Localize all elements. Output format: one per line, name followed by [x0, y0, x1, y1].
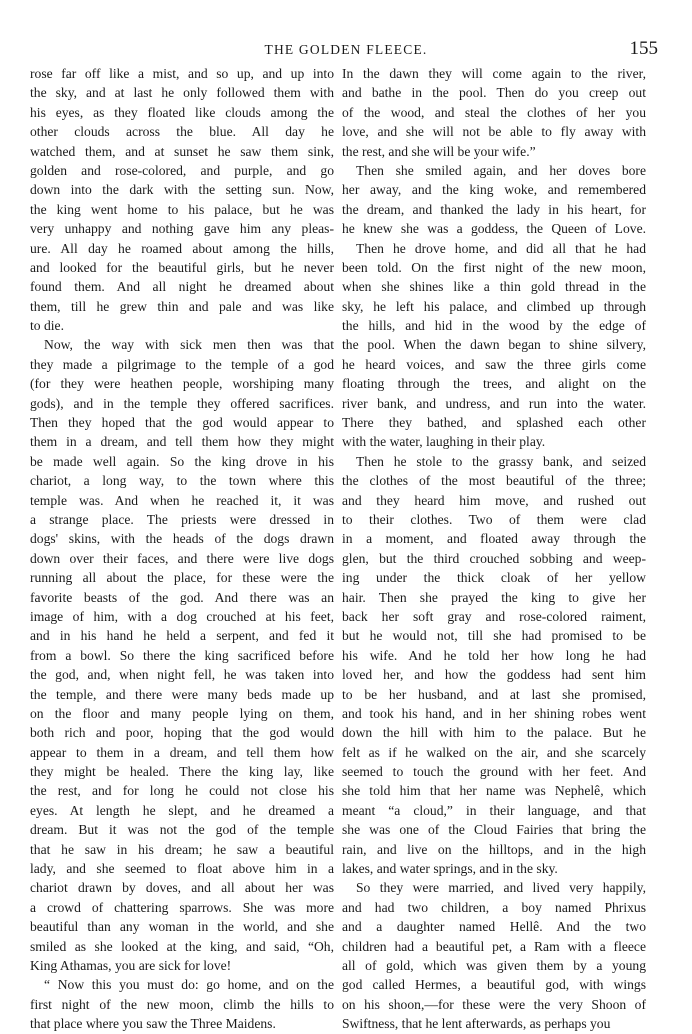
right-column	[342, 64, 646, 1034]
running-title: THE GOLDEN FLEECE.	[264, 42, 428, 57]
text-line: gods), and in the temple they offered sacrifices.	[30, 395, 334, 411]
text-line: that place where you saw the Three Maidens.	[30, 1016, 276, 1032]
text-line: the hills, and hid in the wood by the edge of	[342, 318, 646, 334]
text-line: his wife. And he told her how long he had	[342, 647, 646, 663]
text-line: rose far off like a mist, and so up, and up into	[30, 66, 334, 81]
text-line: the god, and, when night fell, he was taken into	[30, 667, 334, 683]
text-line: back her soft gray and rose-colored raiment,	[342, 608, 646, 624]
text-line: she told him that her name was Nephelê, which	[342, 783, 646, 799]
text-line: down the hill with him to the palace. But he	[342, 725, 646, 741]
text-line: and they heard him move, and rushed out	[342, 492, 646, 508]
text-line: a strange place. The priests were dressed in	[30, 511, 334, 527]
text-line: Then they hoped that the god would appear to	[30, 415, 334, 431]
text-line: Then he drove home, and did all that he had	[356, 240, 646, 256]
text-line: his eyes, as they floated like clouds among the	[30, 104, 334, 120]
text-line: children had a beautiful pet, a Ram with a fleece	[342, 938, 646, 954]
text-line: to be her husband, and at last she promised,	[342, 686, 646, 702]
text-line: on the floor and many people lying on them,	[30, 705, 334, 721]
text-line: love, and she will not be able to fly away with	[342, 124, 646, 140]
text-line: she was one of the Cloud Fairies that bring the	[342, 822, 646, 838]
text-line: when she shines like a thin gold thread in the	[342, 279, 646, 295]
text-line: seemed to touch the ground with her feet. And	[342, 764, 646, 780]
text-line: chariot drawn by doves, and all about her was	[30, 880, 334, 896]
text-line: meant “a cloud,” in their language, and that	[342, 802, 646, 818]
text-line: them, till he grew thin and pale and was like	[30, 298, 334, 314]
text-line: the pool. When the dawn began to shine silvery,	[342, 337, 646, 353]
text-line: in a moment, and floated away through the	[342, 531, 646, 547]
text-line: running all about the place, for these were the	[30, 570, 334, 586]
text-line: sky, he left his palace, and climbed up through	[342, 298, 646, 314]
text-line: So they were married, and lived very happily,	[356, 880, 646, 896]
text-line: felt as if he walked on the air, and she scarcely	[342, 744, 646, 760]
text-line: eyes. At length he slept, and he dreamed a	[30, 802, 334, 818]
text-line: the clothes of the most beautiful of the three;	[342, 473, 646, 489]
text-line: to their clothes. Two of them were clad	[342, 511, 646, 527]
text-line: watched them, and at sunset he saw them sink,	[30, 143, 334, 159]
text-line: (for they were heathen people, worshiping many	[30, 376, 334, 392]
text-line: a crowd of chattering sparrows. She was more	[30, 899, 334, 915]
text-line: on his shoon,—for these were the very Shoon of	[342, 996, 646, 1012]
text-line: he knew she was a goddess, the Queen of Love.	[342, 221, 646, 237]
page-number: 155	[629, 38, 658, 59]
text-line: and a daughter named Hellê. And the two	[342, 919, 646, 935]
text-line: all of gold, which was given them by a young	[342, 957, 646, 973]
text-line: ure. All day he roamed about among the hills,	[30, 240, 334, 256]
text-line: lady, and she seemed to float above him in a	[30, 861, 334, 877]
text-line: Then he stole to the grassy bank, and seized	[356, 453, 646, 469]
text-line: be made well again. So the king drove in his	[30, 453, 334, 469]
text-line: and bathe in the pool. Then do you creep out	[342, 85, 646, 101]
text-line: they might be healed. There the king lay, like	[30, 764, 334, 780]
text-line: but he would not, till she had promised to be	[342, 628, 646, 644]
text-line: been told. On the first night of the new moon,	[342, 259, 646, 275]
text-line: from a bowl. So there the king sacrificed before	[30, 647, 334, 663]
text-line: beautiful than any woman in the world, and she	[30, 919, 334, 935]
text-line: the sky, and at last he only followed them with	[30, 85, 334, 101]
text-line: image of him, with a dog crouched at his feet,	[30, 608, 334, 624]
text-line: down over their faces, and there were live dogs	[30, 550, 334, 566]
text-line: dogs' skins, with the heads of the dogs drawn	[30, 531, 334, 547]
text-line: that he saw in his dream; he saw a beautiful	[30, 841, 334, 857]
text-line: them in a dream, and tell them how they might	[30, 434, 334, 450]
text-line: “ Now this you must do: go home, and on the	[44, 977, 334, 993]
text-line: the temple, and there were many beds made up	[30, 686, 334, 702]
text-line: appear to them in a dream, and tell them how	[30, 744, 334, 760]
text-line: favorite beasts of the god. And there was an	[30, 589, 334, 605]
text-line: floating through the trees, and alight on the	[342, 376, 646, 392]
text-line: In the dawn they will come again to the river,	[342, 66, 646, 81]
running-head	[0, 38, 692, 62]
text-line: the rest, and she will be your wife.”	[342, 143, 536, 159]
text-line: river bank, and undress, and run into the water.	[342, 395, 646, 411]
text-line: the rest, and for long he could not close his	[30, 783, 334, 799]
left-column	[30, 64, 334, 1034]
text-line: chariot, a long way, to the town where this	[30, 473, 334, 489]
text-line: found them. And all night he dreamed about	[30, 279, 334, 295]
text-line: god called Hermes, a beautiful god, with wings	[342, 977, 646, 993]
text-line: There they bathed, and splashed each other	[342, 415, 646, 431]
text-line: they made a pilgrimage to the temple of a god	[30, 356, 334, 372]
text-line: first night of the new moon, climb the hills to	[30, 996, 334, 1012]
text-line: very unhappy and nothing gave him any pleas-	[30, 221, 334, 237]
text-line: lakes, and water springs, and in the sky.	[342, 861, 558, 877]
text-line: Swiftness, that he lent afterwards, as perhaps you	[342, 1016, 611, 1032]
text-line: loved her, and how the goddess had sent him	[342, 667, 646, 683]
text-line: ing under the thick cloak of her yellow	[342, 570, 646, 586]
text-line: temple was. And when he reached it, it was	[30, 492, 334, 508]
text-line: down into the dark with the setting sun. Now,	[30, 182, 334, 198]
text-line: Then she smiled again, and her doves bore	[356, 162, 646, 178]
text-line: to die.	[30, 318, 64, 334]
text-line: hair. Then she prayed the king to give her	[342, 589, 646, 605]
text-line: other clouds across the blue. All day he	[30, 124, 334, 140]
text-line: the king went home to his palace, but he was	[30, 201, 334, 217]
text-line: King Athamas, you are sick for love!	[30, 957, 232, 973]
text-line: smiled as she looked at the king, and said, “Oh,	[30, 938, 334, 954]
text-line: Now, the way with sick men then was that	[44, 337, 334, 353]
text-line: of the wood, and steal the clothes of her you	[342, 104, 646, 120]
text-line: rain, and live on the hilltops, and in the high	[342, 841, 646, 857]
text-line: and had two children, a boy named Phrixus	[342, 899, 646, 915]
text-line: and in his hand he held a serpent, and fed it	[30, 628, 334, 644]
text-line: glen, but the third crouched sobbing and weep-	[342, 550, 646, 566]
text-line: both rich and poor, hoping that the god would	[30, 725, 334, 741]
text-line: he heard voices, and saw the three girls come	[342, 356, 646, 372]
text-line: her away, and the king woke, and remembered	[342, 182, 646, 198]
text-line: golden and rose-colored, and purple, and go	[30, 162, 334, 178]
text-line: the dream, and thanked the lady in his heart, for	[342, 201, 646, 217]
text-line: dream. But it was not the god of the temple	[30, 822, 334, 838]
text-line: with the water, laughing in their play.	[342, 434, 546, 450]
text-line: and looked for the beautiful girls, but he never	[30, 259, 334, 275]
text-line: and took his hand, and in her shining robes went	[342, 705, 646, 721]
